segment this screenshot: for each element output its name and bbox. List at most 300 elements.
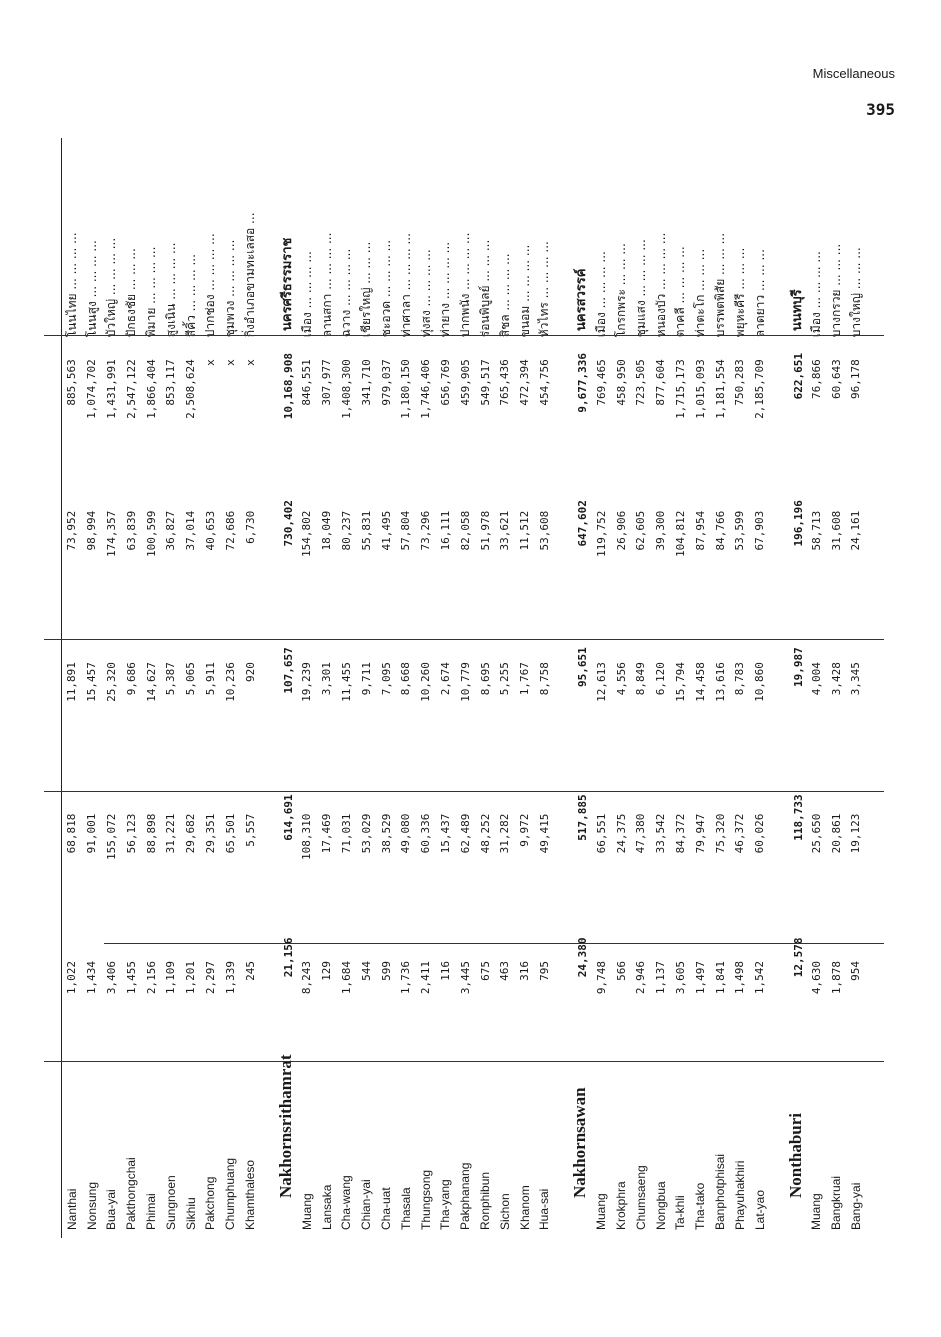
value-cell-n4: 26,906 bbox=[614, 510, 628, 551]
value-cell-n5: 1,181,554 bbox=[713, 359, 727, 419]
table-row bbox=[396, 138, 416, 1238]
table-row bbox=[535, 138, 555, 1238]
value-cell-n5: 656,769 bbox=[438, 359, 452, 406]
value-cell-n4: 730,402 bbox=[281, 500, 295, 547]
district-name-th: ตาคลี ... ... ... ... bbox=[673, 246, 688, 338]
province-total-row bbox=[554, 138, 591, 1238]
value-cell-n1: 4,630 bbox=[809, 961, 823, 995]
value-cell-n2: 29,351 bbox=[203, 813, 217, 854]
table-row bbox=[807, 138, 827, 1238]
value-cell-n3: 4,004 bbox=[809, 662, 823, 696]
value-cell-n5: 1,015,093 bbox=[693, 359, 707, 419]
value-cell-n4: 63,839 bbox=[124, 510, 138, 551]
value-cell-n2: 33,542 bbox=[654, 813, 668, 854]
value-cell-n3: 13,616 bbox=[713, 662, 727, 702]
value-cell-n3: 15,457 bbox=[85, 662, 99, 702]
district-name-en: Pakthongchai bbox=[124, 1157, 139, 1230]
district-name-en: Nakhornsrithamrat bbox=[275, 1054, 295, 1198]
value-cell-n1: 1,022 bbox=[65, 961, 79, 995]
value-cell-n3: 5,911 bbox=[203, 662, 217, 696]
value-cell-n1: 599 bbox=[379, 961, 393, 981]
value-cell-n3: 5,065 bbox=[184, 662, 198, 696]
district-name-th: โกรกพระ ... ... ... bbox=[614, 243, 629, 338]
value-cell-n4: 31,608 bbox=[829, 510, 843, 551]
value-cell-n3: 7,095 bbox=[379, 662, 393, 696]
value-cell-n3: 1,767 bbox=[518, 662, 532, 696]
province-total-row bbox=[260, 138, 297, 1238]
district-name-en: Banphotphisai bbox=[713, 1153, 727, 1230]
district-name-en: Chumphuang bbox=[223, 1157, 238, 1230]
column-rule bbox=[44, 1061, 884, 1062]
value-cell-n5: 1,180,150 bbox=[399, 359, 413, 419]
value-cell-n4: 67,903 bbox=[753, 510, 767, 551]
value-cell-n1: 1,201 bbox=[184, 961, 198, 995]
district-name-en: Tha-yang bbox=[438, 1179, 453, 1230]
value-cell-n2: 31,221 bbox=[164, 813, 178, 854]
table-row bbox=[356, 138, 376, 1238]
value-cell-n3: 19,239 bbox=[300, 662, 314, 702]
district-name-th: นครศรีธรรมราช bbox=[279, 237, 295, 331]
value-cell-n2: 614,691 bbox=[281, 794, 295, 841]
table-row bbox=[416, 138, 436, 1238]
value-cell-n1: 3,445 bbox=[458, 961, 472, 995]
value-cell-n2: 46,372 bbox=[733, 813, 747, 854]
value-cell-n1: 463 bbox=[498, 961, 512, 981]
value-cell-n3: 10,236 bbox=[223, 662, 237, 702]
table-row bbox=[515, 138, 535, 1238]
table-row bbox=[671, 138, 691, 1238]
value-cell-n2: 19,123 bbox=[849, 813, 863, 854]
value-cell-n4: 72,686 bbox=[223, 510, 237, 551]
table-row bbox=[826, 138, 846, 1238]
district-name-en: Khanom bbox=[517, 1185, 532, 1230]
district-name-th: เมือง ... ... ... ... bbox=[594, 251, 609, 338]
district-name-en: Krokphra bbox=[614, 1181, 629, 1230]
value-cell-n2: 56,123 bbox=[124, 813, 138, 854]
table-row bbox=[121, 138, 141, 1238]
district-name-en: Muang bbox=[809, 1193, 824, 1230]
district-name-th: บรรพตพิสัย ... ... ... bbox=[713, 232, 727, 338]
value-cell-n4: 36,827 bbox=[164, 510, 178, 551]
district-name-th: หนองบัว ... ... ... ... bbox=[653, 232, 668, 338]
value-cell-n5: 1,866,404 bbox=[144, 359, 158, 419]
value-cell-n2: 79,947 bbox=[693, 813, 707, 854]
table-row bbox=[651, 138, 671, 1238]
table-row bbox=[102, 138, 122, 1238]
value-cell-n3: 107,657 bbox=[281, 647, 295, 694]
table-row bbox=[710, 138, 730, 1238]
value-cell-n1: 21,156 bbox=[281, 937, 295, 978]
district-name-th: ร่อนพิบูลย์ ... ... ... bbox=[478, 239, 493, 338]
value-cell-n3: 2,674 bbox=[438, 662, 452, 696]
value-cell-n5: 2,508,624 bbox=[184, 359, 198, 419]
value-cell-n4: 41,495 bbox=[379, 510, 393, 551]
value-cell-n1: 9,748 bbox=[594, 961, 608, 995]
value-cell-n1: 1,736 bbox=[399, 961, 413, 995]
value-cell-n5: 1,074,702 bbox=[85, 359, 99, 419]
value-cell-n1: 8,243 bbox=[300, 961, 314, 995]
value-cell-n5: 2,185,709 bbox=[753, 359, 767, 419]
value-cell-n2: 118,733 bbox=[791, 794, 805, 841]
value-cell-n3: 11,891 bbox=[65, 662, 79, 702]
value-cell-n3: 19,987 bbox=[791, 647, 805, 687]
value-cell-n2: 91,001 bbox=[85, 813, 99, 854]
value-cell-n3: 4,556 bbox=[614, 662, 628, 696]
value-cell-n2: 25,650 bbox=[809, 813, 823, 854]
value-cell-n4: 24,161 bbox=[849, 510, 863, 551]
value-cell-n1: 1,455 bbox=[124, 961, 138, 995]
value-cell-n2: 68,818 bbox=[65, 813, 79, 854]
value-cell-n1: 566 bbox=[614, 961, 628, 981]
value-cell-n4: 51,978 bbox=[478, 510, 492, 551]
value-cell-n5: x bbox=[243, 359, 257, 366]
district-name-th: หัวไทร ... ... ... ... bbox=[537, 241, 552, 338]
value-cell-n2: 71,031 bbox=[339, 813, 353, 854]
district-name-th: พิมาย ... ... ... ... bbox=[144, 246, 159, 338]
table-row bbox=[846, 138, 866, 1238]
district-name-th: เชียรใหญ่ ... ... ... bbox=[359, 241, 374, 338]
value-cell-n5: 549,517 bbox=[478, 359, 492, 406]
value-cell-n5: 459,905 bbox=[458, 359, 472, 406]
value-cell-n2: 15,437 bbox=[438, 813, 452, 854]
district-name-en: Nakhornsawan bbox=[570, 1087, 590, 1198]
district-name-th: ชะอวด ... ... ... ... bbox=[379, 239, 394, 338]
district-name-th: ชุมแสง ... ... ... ... bbox=[633, 239, 648, 338]
district-name-th: ท่าศาลา ... ... ... ... bbox=[398, 233, 413, 338]
value-cell-n5: 853,117 bbox=[164, 359, 178, 406]
value-cell-n4: 58,713 bbox=[809, 510, 823, 551]
column-rule bbox=[104, 943, 884, 944]
district-name-en: Lat-yao bbox=[752, 1189, 767, 1230]
district-name-en: Cha-wang bbox=[339, 1175, 354, 1230]
district-name-en: Bangkruai bbox=[829, 1175, 844, 1230]
value-cell-n4: 6,730 bbox=[243, 510, 257, 544]
value-cell-n4: 647,602 bbox=[576, 500, 590, 547]
value-cell-n5: 750,283 bbox=[733, 359, 747, 406]
value-cell-n4: 98,994 bbox=[85, 510, 99, 551]
value-cell-n2: 75,320 bbox=[713, 813, 727, 854]
district-name-th: ปักธงชัย ... ... ... bbox=[124, 248, 139, 338]
column-rule bbox=[44, 639, 884, 640]
district-name-en: Phimai bbox=[144, 1193, 159, 1230]
value-cell-n1: 1,498 bbox=[733, 961, 747, 995]
value-cell-n1: 245 bbox=[243, 961, 257, 981]
value-cell-n4: 33,621 bbox=[498, 510, 512, 551]
value-cell-n1: 3,406 bbox=[104, 961, 118, 995]
value-cell-n1: 116 bbox=[438, 961, 452, 981]
value-cell-n4: 84,766 bbox=[713, 510, 727, 551]
value-cell-n3: 9,686 bbox=[124, 662, 138, 696]
district-name-en: Sichon bbox=[497, 1193, 512, 1230]
value-cell-n3: 920 bbox=[243, 662, 257, 683]
district-name-th: บัวใหญ่ ... ... ... ... bbox=[104, 237, 119, 338]
district-name-en: Nanthai bbox=[64, 1188, 79, 1230]
section-label: Miscellaneous bbox=[812, 66, 895, 81]
district-name-en: Hua-sai bbox=[537, 1188, 552, 1230]
value-cell-n5: 1,431,991 bbox=[104, 359, 118, 419]
district-name-en: Nongbua bbox=[653, 1181, 668, 1230]
value-cell-n2: 49,415 bbox=[537, 813, 551, 854]
district-name-en: Pakchong bbox=[203, 1176, 218, 1230]
value-cell-n1: 24,380 bbox=[576, 937, 590, 978]
district-name-en: Muang bbox=[299, 1193, 314, 1230]
value-cell-n5: 1,408,300 bbox=[339, 359, 353, 419]
value-cell-n2: 62,489 bbox=[458, 813, 472, 854]
table-row bbox=[455, 138, 475, 1238]
district-name-en: Ronphibun bbox=[478, 1171, 493, 1230]
table-row bbox=[181, 138, 201, 1238]
value-cell-n2: 48,252 bbox=[478, 813, 492, 854]
value-cell-n2: 517,885 bbox=[576, 794, 590, 841]
table-row bbox=[317, 138, 337, 1238]
value-cell-n1: 795 bbox=[537, 961, 551, 981]
value-cell-n5: 76,866 bbox=[809, 359, 823, 399]
value-cell-n5: 769,465 bbox=[594, 359, 608, 406]
table-row bbox=[631, 138, 651, 1238]
value-cell-n5: 60,643 bbox=[829, 359, 843, 399]
table-body bbox=[62, 138, 866, 1238]
value-cell-n4: 174,357 bbox=[104, 510, 118, 558]
value-cell-n1: 1,137 bbox=[654, 961, 668, 995]
value-cell-n5: 723,505 bbox=[634, 359, 648, 406]
district-name-en: Bua-yai bbox=[104, 1189, 119, 1230]
table-row bbox=[220, 138, 240, 1238]
table-row bbox=[82, 138, 102, 1238]
district-name-th: ลานสกา ... ... ... ... bbox=[319, 232, 334, 338]
value-cell-n5: x bbox=[203, 359, 217, 366]
table-row bbox=[201, 138, 221, 1238]
value-cell-n4: 16,111 bbox=[438, 510, 452, 551]
value-cell-n4: 87,954 bbox=[693, 510, 707, 551]
value-cell-n4: 37,014 bbox=[184, 510, 198, 551]
district-name-th: บางใหญ่ ... ... ... bbox=[848, 247, 863, 338]
district-name-en: Sikhiu bbox=[183, 1197, 198, 1230]
value-cell-n1: 1,434 bbox=[85, 961, 99, 995]
value-cell-n3: 12,613 bbox=[594, 662, 608, 702]
value-cell-n1: 1,497 bbox=[693, 961, 707, 995]
value-cell-n1: 2,411 bbox=[419, 961, 433, 995]
value-cell-n4: 62,605 bbox=[634, 510, 648, 551]
value-cell-n4: 55,831 bbox=[359, 510, 373, 551]
table-row bbox=[376, 138, 396, 1238]
district-name-en: Sungnoen bbox=[163, 1175, 178, 1230]
value-cell-n5: 846,551 bbox=[300, 359, 314, 406]
district-name-en: Khamthaleso bbox=[243, 1159, 258, 1230]
table-row bbox=[297, 138, 317, 1238]
district-name-th: สูงเนิน ... ... ... ... bbox=[163, 242, 178, 338]
page-number: 395 bbox=[866, 100, 895, 119]
value-cell-n5: 341,710 bbox=[359, 359, 373, 406]
value-cell-n2: 49,080 bbox=[399, 813, 413, 854]
table-row bbox=[436, 138, 456, 1238]
value-cell-n3: 14,458 bbox=[693, 662, 707, 702]
district-name-en: Thasala bbox=[398, 1187, 413, 1230]
district-name-th: ฉวาง ... ... ... ... bbox=[339, 248, 354, 338]
district-name-th: โนนไทย ... ... ... ... bbox=[64, 232, 79, 338]
value-cell-n2: 38,529 bbox=[379, 813, 393, 854]
value-cell-n1: 1,684 bbox=[339, 961, 353, 995]
value-cell-n2: 5,557 bbox=[243, 813, 257, 847]
value-cell-n4: 82,058 bbox=[458, 510, 472, 551]
value-cell-n2: 60,026 bbox=[753, 813, 767, 854]
value-cell-n3: 9,711 bbox=[359, 662, 373, 696]
value-cell-n5: 307,977 bbox=[320, 359, 334, 406]
value-cell-n5: 2,547,122 bbox=[124, 359, 138, 419]
table-row bbox=[750, 138, 770, 1238]
value-cell-n4: 119,752 bbox=[594, 510, 608, 558]
district-name-th: สีคิ้ว ... ... ... ... bbox=[183, 254, 198, 338]
district-name-en: Pakphanang bbox=[458, 1162, 473, 1230]
value-cell-n5: 458,950 bbox=[614, 359, 628, 406]
district-name-th: ปากพนัง ... ... ... ... bbox=[458, 232, 473, 338]
value-cell-n3: 5,387 bbox=[164, 662, 178, 696]
province-total-row bbox=[770, 138, 807, 1238]
value-cell-n3: 14,627 bbox=[144, 662, 158, 702]
value-cell-n3: 8,758 bbox=[537, 662, 551, 696]
value-cell-n2: 9,972 bbox=[518, 813, 532, 847]
value-cell-n1: 1,878 bbox=[829, 961, 843, 995]
value-cell-n2: 24,375 bbox=[614, 813, 628, 854]
table-row bbox=[591, 138, 611, 1238]
table-row bbox=[161, 138, 181, 1238]
value-cell-n3: 3,428 bbox=[829, 662, 843, 696]
district-name-th: ทุ่งสง ... ... ... ... bbox=[418, 249, 433, 338]
table-row bbox=[475, 138, 495, 1238]
value-cell-n1: 2,946 bbox=[634, 961, 648, 995]
value-cell-n1: 316 bbox=[518, 961, 532, 981]
value-cell-n4: 73,952 bbox=[65, 510, 79, 551]
table-row bbox=[495, 138, 515, 1238]
district-name-th: ชุมพวง ... ... ... ... bbox=[223, 239, 238, 338]
value-cell-n1: 3,605 bbox=[673, 961, 687, 995]
value-cell-n3: 6,120 bbox=[654, 662, 668, 696]
value-cell-n2: 66,551 bbox=[594, 813, 608, 854]
value-cell-n1: 129 bbox=[320, 961, 334, 981]
value-cell-n5: 454,756 bbox=[537, 359, 551, 406]
district-name-en: Muang bbox=[594, 1193, 609, 1230]
value-cell-n3: 15,794 bbox=[673, 662, 687, 702]
district-name-th: ปากช่อง ... ... ... ... bbox=[203, 233, 218, 338]
district-name-en: Lansaka bbox=[319, 1184, 334, 1230]
table-row bbox=[240, 138, 260, 1238]
district-name-en: Nonsung bbox=[84, 1181, 99, 1230]
district-name-th: ลาดยาว ... ... ... bbox=[752, 249, 767, 338]
value-cell-n2: 20,861 bbox=[829, 813, 843, 854]
table-row bbox=[611, 138, 631, 1238]
value-cell-n4: 73,296 bbox=[419, 510, 433, 551]
value-cell-n3: 5,255 bbox=[498, 662, 512, 696]
value-cell-n5: 9,677,336 bbox=[576, 353, 590, 413]
column-rule bbox=[44, 335, 884, 336]
table-row bbox=[730, 138, 750, 1238]
value-cell-n4: 100,599 bbox=[144, 510, 158, 558]
district-name-th: เมือง ... ... ... ... bbox=[299, 251, 314, 338]
value-cell-n3: 11,455 bbox=[339, 662, 353, 702]
value-cell-n3: 8,849 bbox=[634, 662, 648, 696]
district-name-en: Chumsaeng bbox=[633, 1165, 648, 1230]
value-cell-n5: x bbox=[223, 359, 237, 366]
district-name-th: นนทบุรี bbox=[789, 289, 805, 331]
value-cell-n4: 53,608 bbox=[537, 510, 551, 551]
district-name-th: นครสวรรค์ bbox=[574, 268, 590, 331]
district-name-th: สิชล ... ... ... ... bbox=[497, 253, 512, 338]
value-cell-n2: 84,372 bbox=[673, 813, 687, 854]
value-cell-n2: 47,380 bbox=[634, 813, 648, 854]
district-name-th: พยุหะคีรี ... ... ... bbox=[732, 247, 747, 338]
value-cell-n4: 196,196 bbox=[791, 500, 805, 547]
value-cell-n5: 10,168,908 bbox=[281, 353, 295, 420]
value-cell-n4: 80,237 bbox=[339, 510, 353, 551]
value-cell-n2: 53,029 bbox=[359, 813, 373, 854]
district-name-en: Cha-uat bbox=[379, 1187, 394, 1230]
value-cell-n1: 954 bbox=[849, 961, 863, 981]
value-cell-n1: 2,156 bbox=[144, 961, 158, 995]
value-cell-n1: 2,297 bbox=[203, 961, 217, 995]
value-cell-n5: 472,394 bbox=[518, 359, 532, 406]
value-cell-n3: 3,301 bbox=[320, 662, 334, 696]
district-name-th: ท่าตะโก ... ... ... bbox=[693, 248, 708, 338]
value-cell-n4: 11,512 bbox=[518, 510, 532, 551]
value-cell-n4: 104,812 bbox=[673, 510, 687, 558]
district-name-en: Phayuhakhiri bbox=[732, 1160, 747, 1230]
value-cell-n3: 8,668 bbox=[399, 662, 413, 696]
value-cell-n1: 1,841 bbox=[713, 961, 727, 995]
value-cell-n5: 979,037 bbox=[379, 359, 393, 406]
value-cell-n4: 39,300 bbox=[654, 510, 668, 551]
value-cell-n3: 3,345 bbox=[849, 662, 863, 696]
district-name-th: ท่ายาง ... ... ... ... bbox=[438, 241, 453, 338]
value-cell-n5: 1,746,406 bbox=[419, 359, 433, 419]
value-cell-n4: 40,653 bbox=[203, 510, 217, 551]
value-cell-n2: 65,501 bbox=[223, 813, 237, 854]
value-cell-n3: 25,320 bbox=[104, 662, 118, 702]
value-cell-n5: 1,715,173 bbox=[673, 359, 687, 419]
table-row bbox=[337, 138, 357, 1238]
table-header-rule bbox=[44, 138, 62, 1238]
column-rule bbox=[44, 791, 884, 792]
value-cell-n5: 877,604 bbox=[654, 359, 668, 406]
value-cell-n3: 10,860 bbox=[753, 662, 767, 702]
value-cell-n4: 154,802 bbox=[300, 510, 314, 558]
value-cell-n2: 31,282 bbox=[498, 813, 512, 854]
value-cell-n5: 765,436 bbox=[498, 359, 512, 406]
district-name-en: Thungsong bbox=[418, 1169, 433, 1230]
district-name-en: Bang-yai bbox=[848, 1182, 863, 1230]
value-cell-n1: 544 bbox=[359, 961, 373, 981]
table-row bbox=[141, 138, 161, 1238]
value-cell-n2: 60,336 bbox=[419, 813, 433, 854]
value-cell-n1: 1,339 bbox=[223, 961, 237, 995]
district-name-th: เมือง ... ... ... ... bbox=[809, 251, 824, 338]
district-name-en: Ta-khli bbox=[673, 1195, 688, 1230]
value-cell-n4: 18,049 bbox=[320, 510, 334, 551]
value-cell-n3: 10,260 bbox=[419, 662, 433, 702]
value-cell-n4: 57,804 bbox=[399, 510, 413, 551]
value-cell-n3: 8,783 bbox=[733, 662, 747, 696]
value-cell-n1: 1,109 bbox=[164, 961, 178, 995]
value-cell-n2: 108,310 bbox=[300, 813, 314, 860]
value-cell-n2: 29,682 bbox=[184, 813, 198, 854]
table-row bbox=[690, 138, 710, 1238]
district-name-en: Tha-tako bbox=[693, 1182, 708, 1230]
district-name-th: กิ่งอำเภอขามทะเลสอ ... bbox=[243, 212, 258, 338]
value-cell-n4: 53,599 bbox=[733, 510, 747, 551]
value-cell-n1: 1,542 bbox=[753, 961, 767, 995]
value-cell-n5: 622,651 bbox=[791, 353, 805, 400]
district-name-th: ขนอม ... ... ... ... bbox=[517, 244, 532, 338]
value-cell-n3: 8,695 bbox=[478, 662, 492, 696]
district-name-th: บางกรวย ... ... ... bbox=[829, 243, 844, 338]
